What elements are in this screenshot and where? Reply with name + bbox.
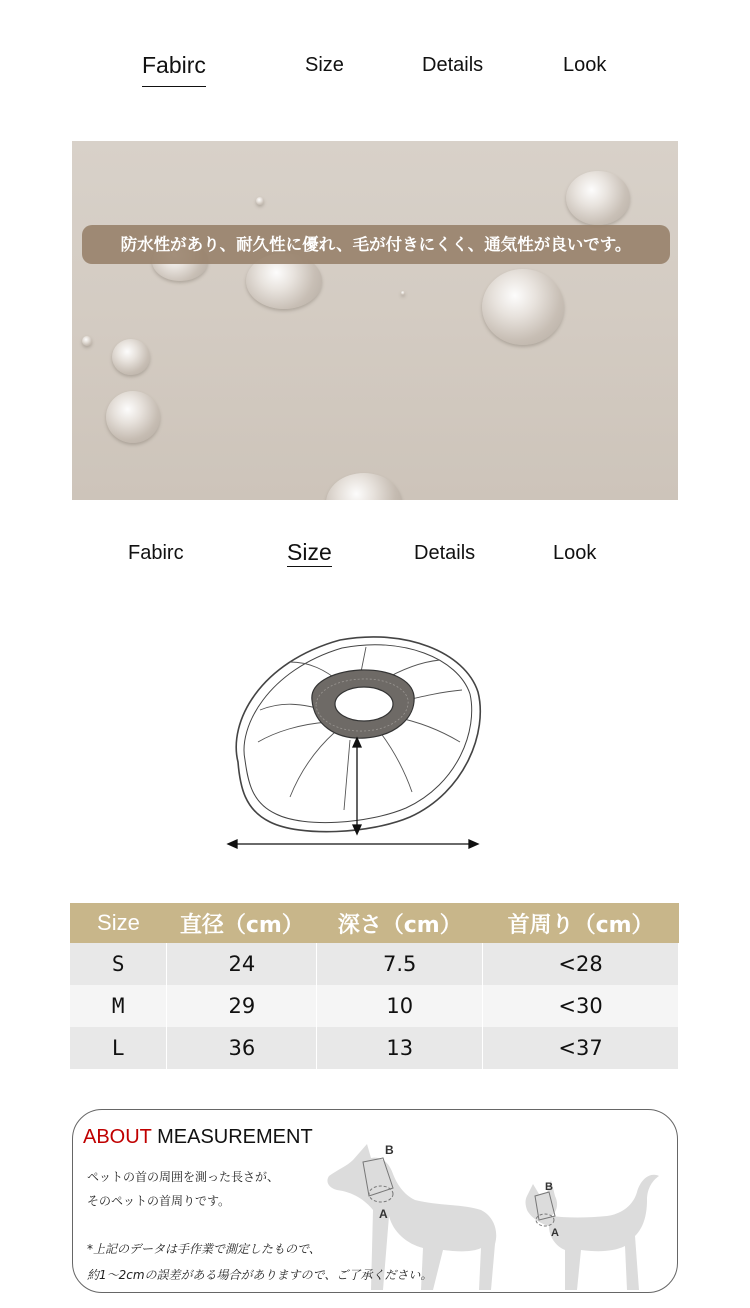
water-drop: [566, 171, 630, 225]
water-drop: [106, 391, 160, 443]
label-a: A: [379, 1207, 388, 1221]
about-line-2: そのペットの首周りです。: [87, 1194, 231, 1208]
tab-details[interactable]: Details: [422, 54, 484, 76]
about-line-1: ペットの首の周囲を測った長さが、: [87, 1170, 280, 1184]
water-drop: [82, 336, 92, 346]
water-drop: [326, 473, 402, 500]
tab-size[interactable]: Size: [305, 54, 344, 76]
size-table: [70, 903, 679, 1069]
collar-neck-ring: [312, 670, 414, 738]
tab-fabirc[interactable]: Fabirc: [142, 52, 206, 79]
tab-underline: [287, 566, 332, 567]
table-header-row: [70, 903, 679, 943]
collar-diagram: [220, 632, 490, 857]
table-row: S 24 7.5 <28: [70, 943, 679, 985]
table-row: L 36 13 <37: [70, 1027, 679, 1069]
header-neck: 首周り（cm）: [483, 903, 679, 943]
water-drop: [256, 197, 264, 205]
header-depth: 深さ（cm）: [317, 903, 483, 943]
tab-look[interactable]: Look: [563, 54, 607, 76]
cat-silhouette-icon: [517, 1166, 667, 1292]
label-b: B: [385, 1143, 394, 1157]
water-drop: [482, 269, 564, 345]
tab-details[interactable]: Details: [414, 542, 476, 564]
water-drop: [401, 291, 405, 295]
water-drop: [112, 339, 150, 375]
about-measurement: [72, 1109, 678, 1293]
header-size: Size: [70, 903, 167, 943]
label-b: B: [545, 1181, 553, 1193]
about-note-2: 約1～2cmの誤差がある場合がありますので、ご了承ください。: [87, 1268, 433, 1282]
table-row: M 29 10 <30: [70, 985, 679, 1027]
fabric-photo: [72, 141, 678, 500]
tab-fabirc[interactable]: Fabirc: [128, 542, 184, 564]
top-tabs: [0, 52, 750, 92]
about-note-1: *上記のデータは手作業で測定したもので、: [87, 1242, 321, 1256]
about-title: ABOUT MEASUREMENT: [83, 1126, 313, 1148]
header-diameter: 直径（cm）: [167, 903, 317, 943]
size-tabs: [0, 540, 750, 580]
tab-size[interactable]: Size: [287, 539, 332, 565]
tab-underline: [142, 86, 206, 87]
tab-look[interactable]: Look: [553, 542, 597, 564]
fabric-caption: 防水性があり、耐久性に優れ、毛が付きにくく、通気性が良いです。: [82, 225, 670, 264]
depth-arrow: [353, 738, 361, 834]
diameter-arrow: [228, 840, 478, 848]
label-a: A: [551, 1227, 559, 1239]
